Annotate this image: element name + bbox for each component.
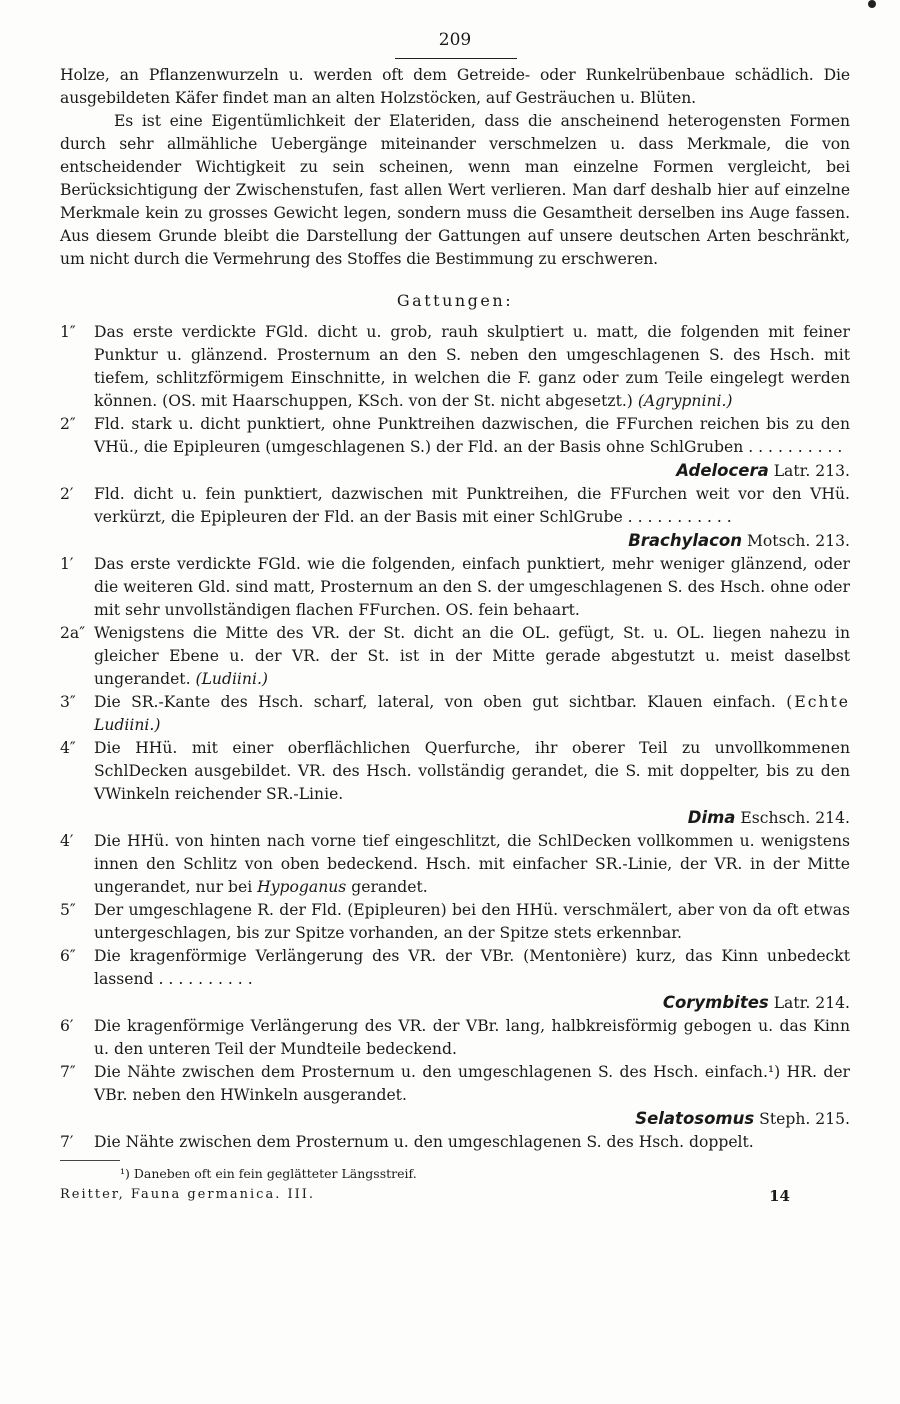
tribe-name: (Ludiini.) xyxy=(195,670,268,688)
page-number: 209 xyxy=(438,30,472,50)
genus-author: Latr. 214. xyxy=(768,994,850,1012)
entry-description: Fld. stark u. dicht punktiert, ohne Punktreihen dazwischen, die FFurchen reichen bis zu den VHü., die Epipleuren (umgeschlagenen S.) der Fld. an der Basis ohne SchlGruben . . . . . . . . . . xyxy=(94,415,850,456)
key-entry xyxy=(60,737,850,830)
key-entry xyxy=(60,1131,850,1154)
key-number: 1′ xyxy=(60,555,74,573)
signature-number: 14 xyxy=(769,1187,790,1205)
entry-description: Wenigstens die Mitte des VR. der St. dicht an die OL. gefügt, St. u. OL. liegen nahezu in gleicher Ebene u. der VR. der St. ist in der Mitte gerade abgestutzt u. meist daselbst ungerandet. xyxy=(94,624,850,688)
genus-author: Steph. 215. xyxy=(754,1110,850,1128)
genus-line xyxy=(94,529,850,553)
footer-source: Reitter, Fauna germanica. III. xyxy=(60,1187,316,1202)
entry-description: Die kragenförmige Verlängerung des VR. der VBr. lang, halbkreisförmig gebogen u. das Kinn u. den unteren Teil der Mundteile bedeckend. xyxy=(94,1017,850,1058)
entry-description: Fld. dicht u. fein punktiert, dazwischen mit Punktreihen, die FFurchen weit vor den VHü. verkürzt, die Epipleuren der Fld. an der Basis mit einer SchlGrube . . . . . . . . . . . xyxy=(94,485,850,526)
page-header xyxy=(60,30,850,64)
key-number: 5″ xyxy=(60,901,76,919)
entry-description: Der umgeschlagene R. der Fld. (Epipleuren) bei den HHü. verschmälert, aber von da oft etwas untergeschlagen, bis zur Spitze vorhanden, an der Spitze stets erkennbar. xyxy=(94,901,850,942)
entry-description: Die HHü. von hinten nach vorne tief eingeschlitzt, die SchlDecken vollkommen u. wenigstens innen den Schlitz von oben bedeckend. Hsch. mit einfacher SR.-Linie, der VR. in der Mitte ungerandet, nur bei xyxy=(94,832,850,896)
key-entry xyxy=(60,1061,850,1131)
key-text xyxy=(94,321,850,413)
key-entry xyxy=(60,1015,850,1061)
key-text xyxy=(94,413,850,483)
genus-name: Corymbites xyxy=(662,993,769,1012)
key-text xyxy=(94,737,850,830)
key-text xyxy=(94,483,850,553)
intro-paragraph-2: Es ist eine Eigentümlichkeit der Elateriden, dass die anscheinend heterogensten Formen durch sehr allmähliche Uebergänge miteinander verschmelzen u. dass Merkmale, die von entscheidender Wichtigkeit zu sein scheinen, wenn man einzelne Formen vergleicht, bei Berücksichtigung der Zwischenstufen, fast allen Wert verlieren. Man darf deshalb hier auf einzelne Merkmale kein zu grosses Gewicht legen, sondern muss die Gesamtheit derselben ins Auge fassen. Aus diesem Grunde bleibt die Darstellung der Gattungen auf unsere deutschen Arten beschränkt, um nicht durch die Vermehrung des Stoffes die Bestimmung zu erschweren. xyxy=(60,112,850,268)
key-entries xyxy=(60,321,850,1154)
key-entry xyxy=(60,553,850,622)
section-title: Gattungen: xyxy=(396,291,514,310)
key-text xyxy=(94,1131,850,1154)
key-text xyxy=(94,1015,850,1061)
genus-name: Dima xyxy=(687,808,736,827)
tribe-name: Ludiini.) xyxy=(94,716,161,734)
intro-paragraph-1: Holze, an Pflanzenwurzeln u. werden oft dem Getreide- oder Runkelrübenbaue schädlich. Die ausgebildeten Käfer findet man an alten Holzstöcken, auf Gesträuchen u. Blüten. xyxy=(60,66,850,107)
genus-name: Adelocera xyxy=(676,461,769,480)
key-entry xyxy=(60,622,850,691)
genus-name: Brachylacon xyxy=(628,531,742,550)
key-number: 2″ xyxy=(60,415,76,433)
key-entry xyxy=(60,321,850,413)
key-number: 1″ xyxy=(60,323,76,341)
tribe-prefix: (Echte xyxy=(786,693,850,711)
key-entry xyxy=(60,899,850,945)
genus-line xyxy=(94,459,850,483)
key-number: 4′ xyxy=(60,832,74,850)
header-rule xyxy=(395,58,517,59)
genus-author: Latr. 213. xyxy=(768,462,850,480)
entry-description: Die kragenförmige Verlängerung des VR. der VBr. (Mentonière) kurz, das Kinn unbedeckt lassend . . . . . . . . . . xyxy=(94,947,850,988)
key-text xyxy=(94,622,850,691)
key-number: 7″ xyxy=(60,1063,76,1081)
key-number: 2a″ xyxy=(60,624,86,642)
key-number: 7′ xyxy=(60,1133,74,1151)
key-number: 6′ xyxy=(60,1017,74,1035)
genus-author: Motsch. 213. xyxy=(742,532,850,550)
footnote: ¹) Daneben oft ein fein geglätteter Längsstreif. xyxy=(120,1166,417,1181)
entry-description: Die Nähte zwischen dem Prosternum u. den umgeschlagenen S. des Hsch. einfach.¹) HR. der VBr. neben den HWinkeln ausgerandet. xyxy=(94,1063,850,1104)
key-entry xyxy=(60,483,850,553)
tribe-name: (Agrypnini.) xyxy=(637,392,733,410)
genus-line xyxy=(94,806,850,830)
genus-line xyxy=(94,1107,850,1131)
key-number: 2′ xyxy=(60,485,74,503)
entry-description: Das erste verdickte FGld. dicht u. grob, rauh skulptiert u. matt, die folgenden mit feiner Punktur u. glänzend. Prosternum an den S. neben den umgeschlagenen S. des Hsch. mit tiefem, schlitzförmigem Einschnitte, in welchen die F. ganz oder zum Teile eingelegt werden können. (OS. mit Haarschuppen, KSch. von der St. nicht abgesetzt.) xyxy=(94,323,850,410)
ink-spot xyxy=(868,0,876,8)
key-text xyxy=(94,830,850,899)
key-text xyxy=(94,945,850,1015)
key-text xyxy=(94,691,850,737)
key-text xyxy=(94,899,850,945)
entry-description: Die SR.-Kante des Hsch. scharf, lateral, von oben gut sichtbar. Klauen einfach. xyxy=(94,693,787,711)
entry-description: Das erste verdickte FGld. wie die folgenden, einfach punktiert, mehr weniger glänzend, oder die weiteren Gld. sind matt, Prosternum an den S. der umgeschlagenen S. des Hsch. ohne oder mit sehr unvollständigen flachen FFurchen. OS. fein behaart. xyxy=(94,555,850,619)
key-entry xyxy=(60,830,850,899)
key-number: 4″ xyxy=(60,739,76,757)
tribe-name: Hypoganus xyxy=(257,878,347,896)
key-number: 3″ xyxy=(60,693,76,711)
key-text xyxy=(94,1061,850,1131)
key-entry xyxy=(60,413,850,483)
key-entry xyxy=(60,945,850,1015)
entry-description: Die HHü. mit einer oberflächlichen Querfurche, ihr oberer Teil zu unvollkommenen SchlDecken ausgebildet. VR. des Hsch. vollständig gerandet, die S. mit doppelter, bis zu den VWinkeln reichender SR.-Linie. xyxy=(94,739,850,803)
genus-author: Eschsch. 214. xyxy=(735,809,850,827)
page-footer xyxy=(60,1187,850,1205)
key-entry xyxy=(60,691,850,737)
key-text xyxy=(94,553,850,622)
genus-line xyxy=(94,991,850,1015)
key-number: 6″ xyxy=(60,947,76,965)
entry-tail: gerandet. xyxy=(346,878,428,896)
entry-description: Die Nähte zwischen dem Prosternum u. den umgeschlagenen S. des Hsch. doppelt. xyxy=(94,1133,754,1151)
footnote-rule xyxy=(60,1160,120,1161)
genus-name: Selatosomus xyxy=(635,1109,755,1128)
page xyxy=(60,30,850,1205)
